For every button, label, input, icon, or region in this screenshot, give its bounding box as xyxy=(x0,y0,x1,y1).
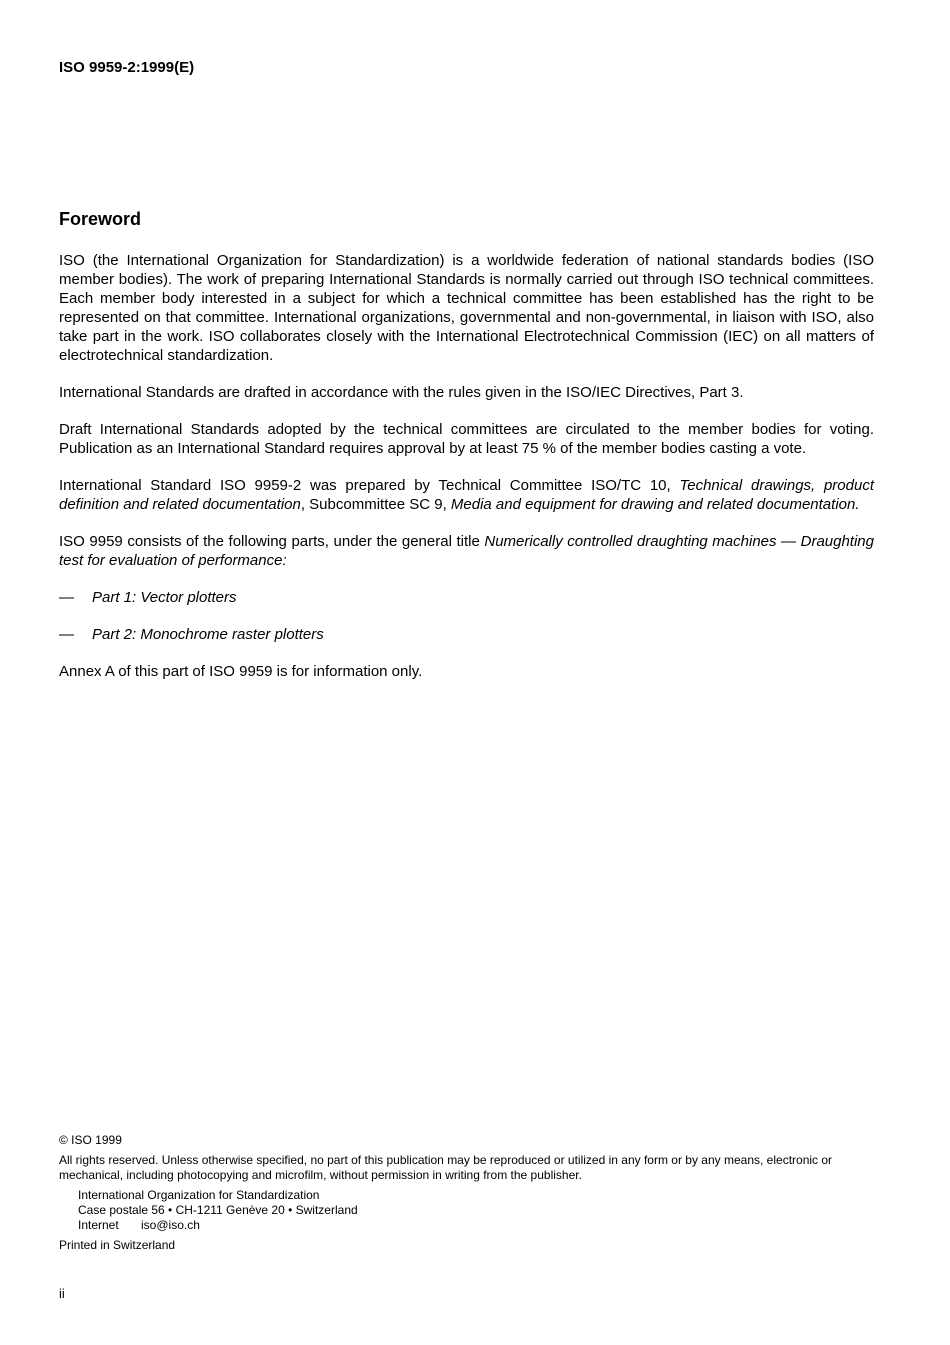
internet-contact xyxy=(78,1218,879,1233)
paragraph-iso-description: ISO (the International Organization for Standardization) is a worldwide federation of national standards bodies (ISO member bodies). The work of preparing International Standards is normally carried out through ISO technical committees. Each member body interested in a subject for which a technical committee has been established has the right to be represented on that committee. International organizations, governmental and non-governmental, in liaison with ISO, also take part in the work. ISO collaborates closely with the International Electrotechnical Commission (IEC) on all matters of electrotechnical standardization. xyxy=(59,252,874,364)
postal-address: Case postale 56 • CH-1211 Genève 20 • Switzerland xyxy=(78,1203,358,1217)
page-number: ii xyxy=(59,1286,65,1301)
rights-statement: All rights reserved. Unless otherwise specified, no part of this publication may be reproduced or utilized in any form or by any means, electronic or mechanical, including photocopying and microfilm, without permission in writing from the publisher. xyxy=(59,1153,833,1182)
organization-name: International Organization for Standardization xyxy=(78,1188,320,1202)
internet-email: iso@iso.ch xyxy=(141,1218,200,1232)
foreword-section xyxy=(59,207,874,699)
copyright-notice: © ISO 1999 xyxy=(59,1133,122,1147)
paragraph-annex: Annex A of this part of ISO 9959 is for information only. xyxy=(59,663,423,680)
list-item xyxy=(59,588,874,607)
subcommittee-title: Media and equipment for drawing and related documentation. xyxy=(450,496,860,513)
list-item-text: Part 1: Vector plotters xyxy=(92,589,237,606)
copyright-footer xyxy=(59,1133,879,1253)
paragraph-committee xyxy=(59,476,874,514)
publisher-address xyxy=(59,1188,879,1233)
parts-intro-text: ISO 9959 consists of the following parts, under the general title xyxy=(59,533,485,550)
committee-title: Technical drawings, product definition and related documentation xyxy=(59,477,874,513)
page-title: Foreword xyxy=(59,209,142,229)
list-dash: — xyxy=(59,626,74,643)
printed-location: Printed in Switzerland xyxy=(59,1238,176,1252)
subcommittee-text: , Subcommittee SC 9, xyxy=(300,496,451,513)
document-id-header: ISO 9959-2:1999(E) xyxy=(59,59,195,76)
paragraph-directives: International Standards are drafted in accordance with the rules given in the ISO/IEC Directives, Part 3. xyxy=(59,384,744,401)
paragraph-voting: Draft International Standards adopted by the technical committees are circulated to the member bodies for voting. Publication as an International Standard requires approval by at least 75 % of the member bodies casting a vote. xyxy=(59,421,874,457)
internet-label: Internet xyxy=(78,1218,119,1232)
list-item-text: Part 2: Monochrome raster plotters xyxy=(92,626,324,643)
general-title: Numerically controlled draughting machines — Draughting test for evaluation of performance: xyxy=(59,533,874,569)
list-dash: — xyxy=(59,589,74,606)
list-item xyxy=(59,625,874,644)
paragraph-parts xyxy=(59,532,874,570)
committee-text: International Standard ISO 9959-2 was prepared by Technical Committee ISO/TC 10, xyxy=(59,477,680,494)
